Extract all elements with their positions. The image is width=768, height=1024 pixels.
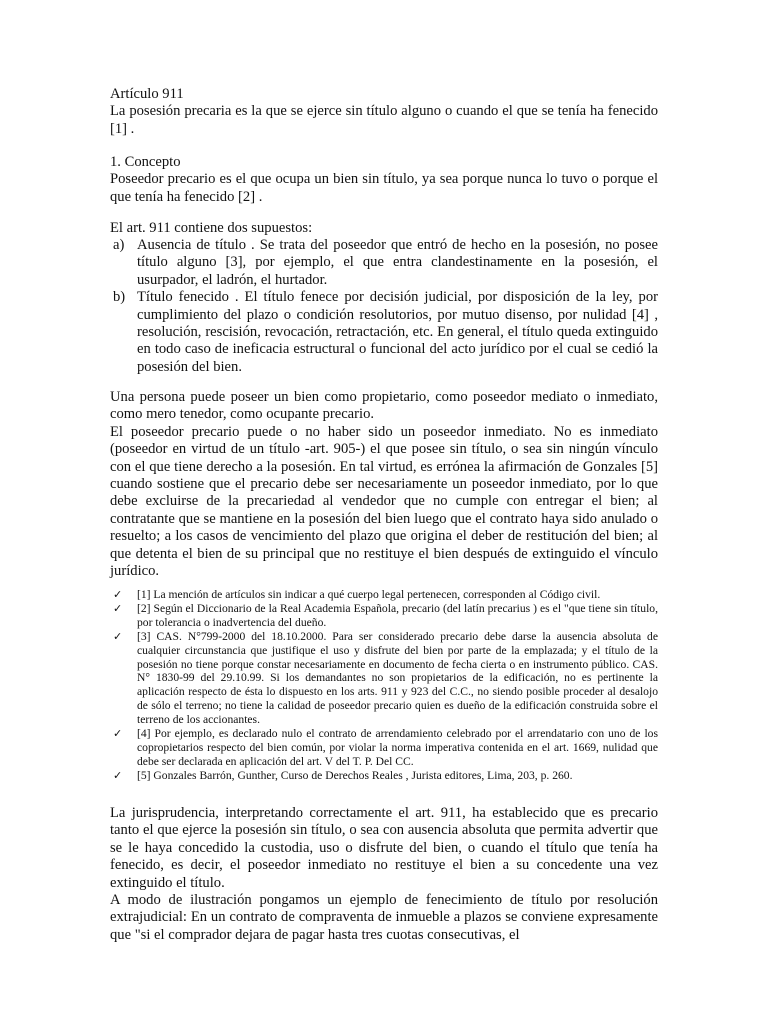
list-item <box>110 289 658 376</box>
footnote-text: [5] Gonzales Barrón, Gunther, Curso de Derechos Reales , Jurista editores, Lima, 203, p. 260. <box>137 768 573 782</box>
check-mark-icon: ✓ <box>113 588 123 601</box>
concept-section <box>110 154 658 206</box>
article-title: Artículo 911 <box>110 86 184 102</box>
footnotes <box>110 588 658 783</box>
closing-paragraph-1: La jurisprudencia, interpretando correctamente el art. 911, ha establecido que es precario tanto el que ejerce la posesión sin título, o sea con ausencia absoluta que permita advertir que se le haya concedido la custodia, uso o disfrute del bien, o cuando el título que tenía ha fenecido, es decir, el poseedor inmediato no restituye el bien a su concedente una vez extinguido el título. <box>110 805 658 891</box>
footnote <box>110 602 658 630</box>
footnote <box>110 769 658 783</box>
body-paragraph-2: El poseedor precario puede o no haber sido un poseedor inmediato. No es inmediato (poseedor en virtud de un título -art. 905-) el que posee sin título, o sea sin ningún vínculo con el que tiene derecho a la posesión. En tal virtud, es errónea la afirmación de Gonzales [5] cuando sostiene que el precario debe ser necesariamente un poseedor inmediato, por lo que debe excluirse de la precariedad al vendedor que no cumple con entregar el bien; al contratante que se mantiene en la posesión del bien luego que el contrato haya sido anulado o resuelto; a los casos de vencimiento del plazo que origina el deber de restitución del bien; al que detenta el bien de su principal que no restituye el bien después de extinguido el vínculo jurídico. <box>110 423 658 580</box>
body-paragraph-1: Una persona puede poseer un bien como propietario, como poseedor mediato o inmediato, como mero tenedor, como ocupante precario. <box>110 389 658 423</box>
footnote <box>110 588 658 602</box>
list-marker: b) <box>113 289 126 306</box>
footnote-text: [2] Según el Diccionario de la Real Academia Española, precario (del latín precarius ) es el "que tiene sin título, por tolerancia o inadvertencia del dueño. <box>137 601 658 629</box>
footnote-text: [3] CAS. N°799-2000 del 18.10.2000. Para ser considerado precario debe darse la ausencia absoluta de cualquier circunstancia que justifique el uso y disfrute del bien por parte de la emplazada; y el título de la posesión no tiene porque constar necesariamente en documento de fecha cierta o en instrumento público. CAS. N° 1830-99 del 29.10.99. Si los demandantes no son propietarios de la edificación, no es pertinente la aplicación respecto de ésta lo dispuesto en los arts. 911 y 923 del C.C., no siendo posible proceder al desalojo de sólo el terreno; no tiene la calidad de poseedor precario quien es dueño de la edificación construida sobre el terreno de los accionantes. <box>137 629 658 727</box>
list-item-text: Título fenecido . El título fenece por decisión judicial, por disposición de la ley, por cumplimiento del plazo o condición resolutorios, por mutuo disenso, por nulidad [4] , resolución, rescisión, revocación, retractación, etc. En general, el título queda extinguido en todo caso de ineficacia estructural o funcional del acto jurídico por el cual se cedió la posesión del bien. <box>137 289 658 375</box>
closing-section <box>110 805 658 944</box>
footnote <box>110 630 658 727</box>
concept-heading: 1. Concepto <box>110 154 181 170</box>
footnote <box>110 727 658 769</box>
check-mark-icon: ✓ <box>113 727 123 741</box>
footnote-text: [4] Por ejemplo, es declarado nulo el contrato de arrendamiento celebrado por el arrendatario con uno de los copropietarios respecto del bien común, por violar la norma imperativa contenida en el art. 1669, nulidad que debe ser declarada en aplicación del art. V del T. P. Del CC. <box>137 727 658 768</box>
article-section <box>110 86 658 138</box>
list-item <box>110 237 658 289</box>
article-intro: La posesión precaria es la que se ejerce sin título alguno o cuando el que se tenía ha fenecido [1] . <box>110 103 658 137</box>
concept-text: Poseedor precario es el que ocupa un bien sin título, ya sea porque nunca lo tuvo o porque el que tenía ha fenecido [2] . <box>110 171 658 205</box>
cases-list <box>110 237 658 376</box>
check-mark-icon: ✓ <box>113 629 123 643</box>
list-item-text: Ausencia de título . Se trata del poseedor que entró de hecho en la posesión, no posee título alguno [3], por ejemplo, el que entra clandestinamente en la posesión, el usurpador, el ladrón, el hurtador. <box>137 237 658 288</box>
cases-intro: El art. 911 contiene dos supuestos: <box>110 220 313 236</box>
list-marker: a) <box>113 237 125 253</box>
body-section <box>110 389 658 580</box>
check-mark-icon: ✓ <box>113 601 123 615</box>
check-mark-icon: ✓ <box>113 768 123 782</box>
footnote-text: [1] La mención de artículos sin indicar a qué cuerpo legal pertenecen, corresponden al Código civil. <box>137 588 601 601</box>
closing-paragraph-2: A modo de ilustración pongamos un ejemplo de fenecimiento de título por resolución extrajudicial: En un contrato de compraventa de inmueble a plazos se conviene expresamente que "si el comprador dejara de pagar hasta tres cuotas consecutivas, el <box>110 892 658 943</box>
